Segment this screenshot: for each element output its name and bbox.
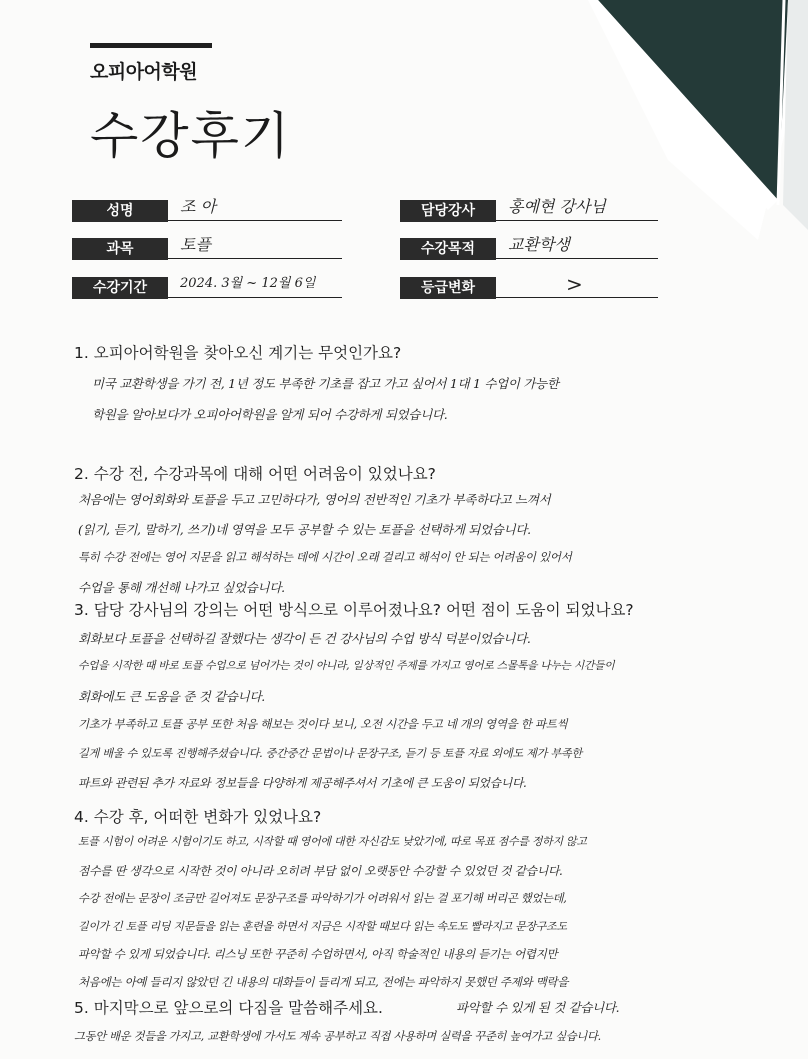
answer-3-line: 기초가 부족하고 토플 공부 또한 처음 해보는 것이다 보니, 오전 시간을 두고 네 개의 영역을 한 파트씩	[78, 717, 568, 731]
name-value: 조 아	[168, 196, 342, 221]
grade-value: >	[496, 273, 658, 298]
answer-4-line: 토플 시험이 어려운 시험이기도 하고, 시작할 때 영어에 대한 자신감도 낮았기에, 따로 목표 점수를 정하지 않고	[78, 835, 587, 848]
teacher-value: 홍예현 강사님	[496, 196, 658, 221]
purpose-label: 수강목적	[400, 238, 496, 260]
question-1: 1. 오피아어학원을 찾아오신 계기는 무엇인가요?	[74, 344, 402, 362]
period-value: 2024. 3월 ~ 12월 6일	[168, 273, 342, 298]
answer-3-line: 길게 배울 수 있도록 진행해주셨습니다. 중간중간 문법이나 문장구조, 듣기 등 토플 자료 외에도 제가 부족한	[78, 747, 582, 760]
answer-3-line: 파트와 관련된 추가 자료와 정보들을 다양하게 제공해주셔서 기초에 큰 도움이 되었습니다.	[78, 776, 527, 790]
question-2: 2. 수강 전, 수강과목에 대해 어떤 어려움이 있었나요?	[74, 465, 436, 483]
question-3: 3. 담당 강사님의 강의는 어떤 방식으로 이루어졌나요? 어떤 점이 도움이 되었나요?	[74, 601, 634, 619]
question-5: 5. 마지막으로 앞으로의 다짐을 말씀해주세요.	[74, 999, 383, 1017]
answer-4-line: 점수를 딴 생각으로 시작한 것이 아니라 오히려 부담 없이 오랫동안 수강할 수 있었던 것 같습니다.	[78, 864, 563, 878]
answer-4-line: 파악할 수 있게 된 것 같습니다.	[456, 1000, 620, 1015]
answer-1-line: 미국 교환학생을 가기 전, 1년 정도 부족한 기초를 잡고 가고 싶어서 1대 1 수업이 가능한	[92, 376, 559, 391]
answer-3-line: 회화에도 큰 도움을 준 것 같습니다.	[78, 689, 265, 704]
page-title: 수강후기	[90, 107, 292, 165]
answer-2-line: 수업을 통해 개선해 나가고 싶었습니다.	[78, 580, 285, 595]
answer-4-line: 수강 전에는 문장이 조금만 길어져도 문장구조를 파악하기가 어려워서 읽는 걸 포기해 버리곤 했었는데,	[78, 892, 567, 905]
subject-label: 과목	[72, 238, 168, 260]
answer-4-line: 길이가 긴 토플 리딩 지문들을 읽는 훈련을 하면서 지금은 시작할 때보다 읽는 속도도 빨라지고 문장구조도	[78, 920, 567, 933]
answer-3-line: 회화보다 토플을 선택하길 잘했다는 생각이 든 건 강사님의 수업 방식 덕분이었습니다.	[78, 631, 531, 646]
answer-2-line: (읽기, 듣기, 말하기, 쓰기)네 영역을 모두 공부할 수 있는 토플을 선택하게 되었습니다.	[78, 522, 531, 537]
academy-name: 오피아어학원	[90, 61, 198, 83]
purpose-value: 교환학생	[496, 234, 658, 259]
answer-3-line: 수업을 시작한 때 바로 토플 수업으로 넘어가는 것이 아니라, 일상적인 주제를 가지고 영어로 스몰톡을 나누는 시간들이	[78, 659, 615, 672]
subject-value: 토플	[168, 234, 342, 259]
grade-label: 등급변화	[400, 277, 496, 299]
answer-1-line: 학원을 알아보다가 오피아어학원을 알게 되어 수강하게 되었습니다.	[92, 407, 448, 422]
answer-4-line: 처음에는 아예 들리지 않았던 긴 내용의 대화들이 들리게 되고, 전에는 파악하지 못했던 주제와 맥락을	[78, 975, 569, 989]
answer-2-line: 특히 수강 전에는 영어 지문을 읽고 해석하는 데에 시간이 오래 걸리고 해석이 안 되는 어려움이 있어서	[78, 550, 572, 564]
name-label: 성명	[72, 200, 168, 222]
answer-2-line: 처음에는 영어회화와 토플을 두고 고민하다가, 영어의 전반적인 기초가 부족하다고 느껴서	[78, 492, 551, 507]
answer-4-line: 파악할 수 있게 되었습니다. 리스닝 또한 꾸준히 수업하면서, 아직 학술적인 내용의 듣기는 어렵지만	[78, 947, 558, 961]
question-4: 4. 수강 후, 어떠한 변화가 있었나요?	[74, 808, 322, 826]
answer-5-line: 그동안 배운 것들을 가지고, 교환학생에 가서도 계속 공부하고 직접 사용하며 실력을 꾸준히 높여가고 싶습니다.	[74, 1030, 601, 1043]
teacher-label: 담당강사	[400, 200, 496, 222]
header-rule	[90, 43, 212, 48]
period-label: 수강기간	[72, 277, 168, 299]
